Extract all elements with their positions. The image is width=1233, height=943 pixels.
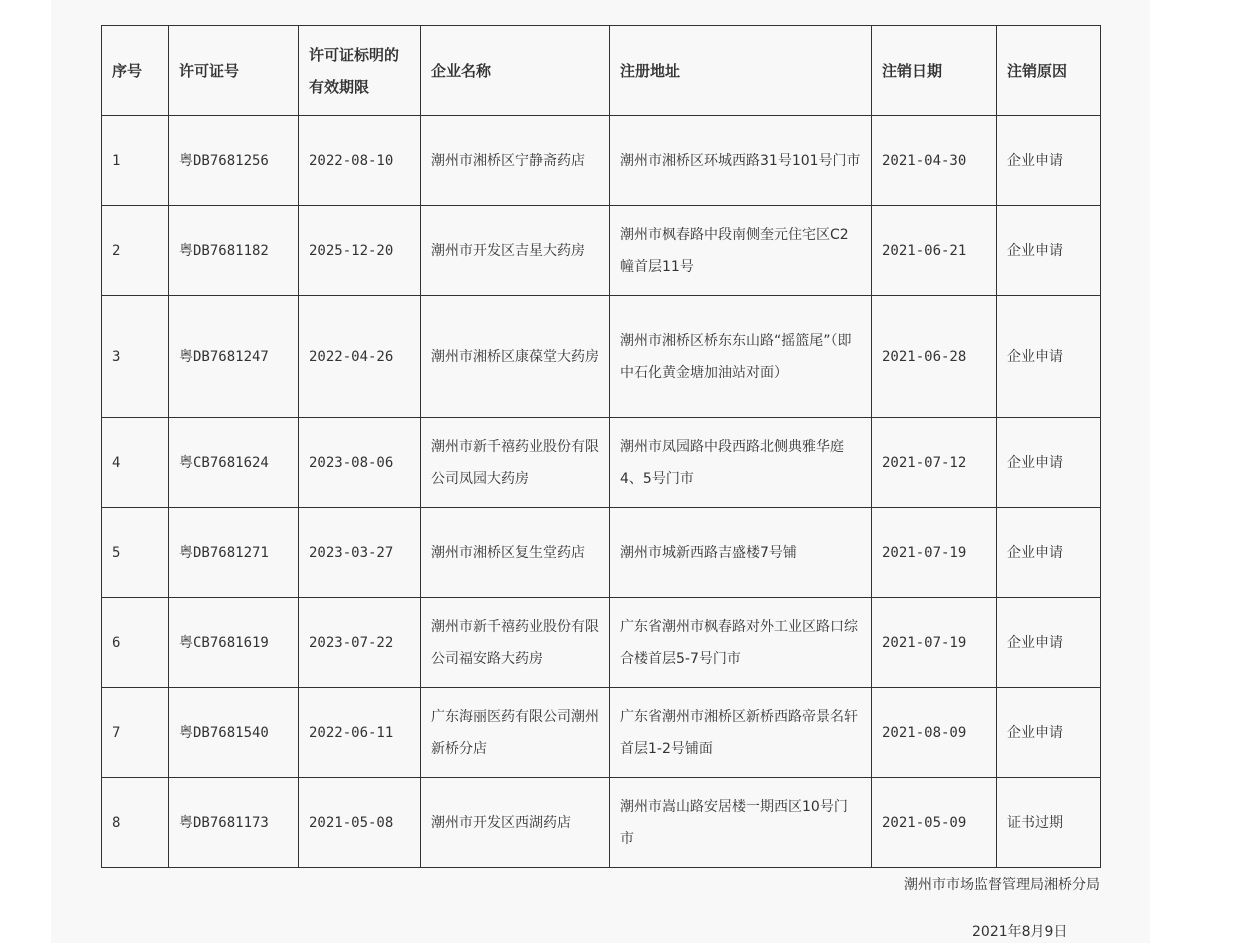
table-row [102, 206, 1101, 296]
cell-address: 广东省潮州市湘桥区新桥西路帝景名轩首层1-2号铺面 [610, 688, 872, 778]
cell-date: 2021-07-12 [872, 418, 997, 508]
cell-reason: 证书过期 [997, 778, 1101, 868]
cell-name: 广东海丽医药有限公司潮州新桥分店 [421, 688, 610, 778]
cell-license: 粤DB7681540 [169, 688, 299, 778]
table-row [102, 508, 1101, 598]
cell-valid: 2021-05-08 [299, 778, 421, 868]
cell-valid: 2023-03-27 [299, 508, 421, 598]
cell-license: 粤DB7681271 [169, 508, 299, 598]
cell-address: 潮州市湘桥区桥东东山路“摇篮尾”（即中石化黄金塘加油站对面） [610, 296, 872, 418]
cell-date: 2021-07-19 [872, 508, 997, 598]
cell-no: 2 [102, 206, 169, 296]
cell-address: 潮州市嵩山路安居楼一期西区10号门市 [610, 778, 872, 868]
table-header-row [102, 26, 1101, 116]
header-license: 许可证号 [169, 26, 299, 116]
cell-no: 6 [102, 598, 169, 688]
cell-reason: 企业申请 [997, 688, 1101, 778]
cell-name: 潮州市湘桥区复生堂药店 [421, 508, 610, 598]
header-date: 注销日期 [872, 26, 997, 116]
table-row [102, 688, 1101, 778]
table-row [102, 778, 1101, 868]
table-row [102, 116, 1101, 206]
table-row [102, 418, 1101, 508]
cell-date: 2021-04-30 [872, 116, 997, 206]
header-no: 序号 [102, 26, 169, 116]
header-name: 企业名称 [421, 26, 610, 116]
cell-no: 7 [102, 688, 169, 778]
cell-name: 潮州市开发区吉星大药房 [421, 206, 610, 296]
cell-name: 潮州市湘桥区宁静斋药店 [421, 116, 610, 206]
header-reason: 注销原因 [997, 26, 1101, 116]
cell-address: 潮州市城新西路吉盛楼7号铺 [610, 508, 872, 598]
cell-valid: 2023-07-22 [299, 598, 421, 688]
cell-date: 2021-06-21 [872, 206, 997, 296]
cell-valid: 2022-08-10 [299, 116, 421, 206]
cell-reason: 企业申请 [997, 206, 1101, 296]
cell-date: 2021-06-28 [872, 296, 997, 418]
cell-date: 2021-08-09 [872, 688, 997, 778]
cell-address: 潮州市枫春路中段南侧奎元住宅区C2幢首层11号 [610, 206, 872, 296]
cell-address: 广东省潮州市枫春路对外工业区路口综合楼首层5-7号门市 [610, 598, 872, 688]
cell-license: 粤CB7681624 [169, 418, 299, 508]
cell-license: 粤DB7681182 [169, 206, 299, 296]
cell-reason: 企业申请 [997, 116, 1101, 206]
cell-no: 3 [102, 296, 169, 418]
cell-license: 粤DB7681247 [169, 296, 299, 418]
cell-date: 2021-07-19 [872, 598, 997, 688]
cell-name: 潮州市新千禧药业股份有限公司凤园大药房 [421, 418, 610, 508]
cell-reason: 企业申请 [997, 508, 1101, 598]
cell-reason: 企业申请 [997, 598, 1101, 688]
cell-address: 潮州市湘桥区环城西路31号101号门市 [610, 116, 872, 206]
cell-name: 潮州市新千禧药业股份有限公司福安路大药房 [421, 598, 610, 688]
header-address: 注册地址 [610, 26, 872, 116]
cell-no: 4 [102, 418, 169, 508]
cell-license: 粤CB7681619 [169, 598, 299, 688]
cell-address: 潮州市凤园路中段西路北侧典雅华庭4、5号门市 [610, 418, 872, 508]
cell-no: 1 [102, 116, 169, 206]
cell-no: 8 [102, 778, 169, 868]
cell-valid: 2025-12-20 [299, 206, 421, 296]
cell-reason: 企业申请 [997, 418, 1101, 508]
cell-name: 潮州市湘桥区康葆堂大药房 [421, 296, 610, 418]
cell-license: 粤DB7681256 [169, 116, 299, 206]
table-row [102, 598, 1101, 688]
cell-reason: 企业申请 [997, 296, 1101, 418]
table-row [102, 296, 1101, 418]
header-valid: 许可证标明的有效期限 [299, 26, 421, 116]
cell-license: 粤DB7681173 [169, 778, 299, 868]
issue-date: 2021年8月9日 [972, 924, 1068, 940]
cell-valid: 2023-08-06 [299, 418, 421, 508]
issuing-authority: 潮州市市场监督管理局湘桥分局 [904, 877, 1100, 893]
revocation-table [101, 25, 1101, 868]
cell-no: 5 [102, 508, 169, 598]
cell-valid: 2022-04-26 [299, 296, 421, 418]
cell-name: 潮州市开发区西湖药店 [421, 778, 610, 868]
cell-valid: 2022-06-11 [299, 688, 421, 778]
cell-date: 2021-05-09 [872, 778, 997, 868]
